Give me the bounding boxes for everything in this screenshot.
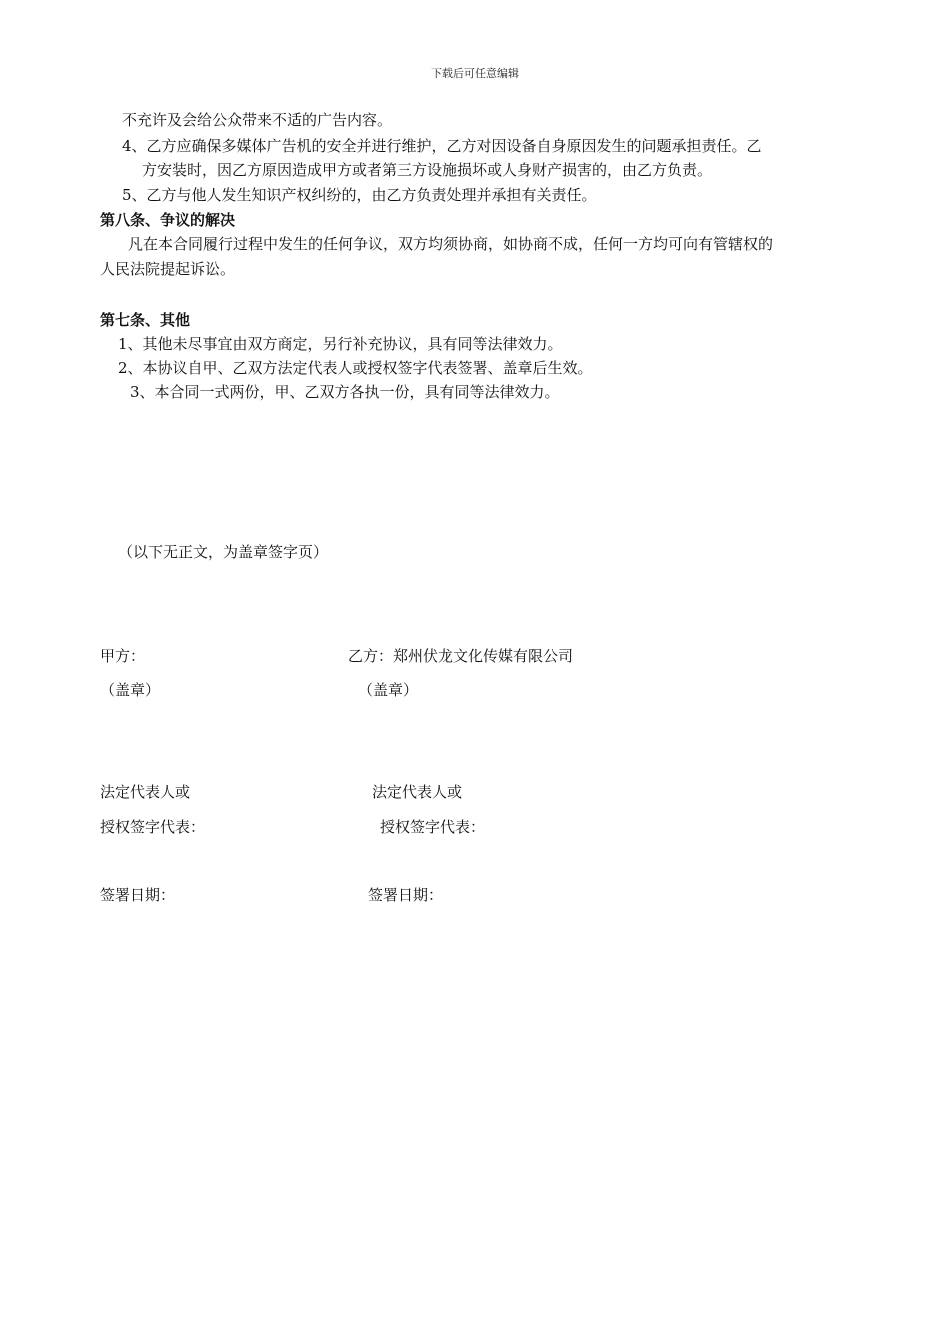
party-a-label: 甲方：	[100, 647, 146, 665]
authorized-signatory-b: 授权签字代表：	[380, 818, 486, 836]
page-header: 下载后可任意编辑	[431, 67, 519, 80]
section-7-item-1: 1、其他未尽事宜由双方商定，另行补充协议，具有同等法律效力。	[118, 335, 563, 353]
section-8-title: 第八条、争议的解决	[100, 211, 236, 229]
clause-4-line-2: 方安装时，因乙方原因造成甲方或者第三方设施损坏或人身财产损害的，由乙方负责。	[142, 161, 713, 179]
legal-rep-b: 法定代表人或	[372, 783, 463, 801]
seal-a: （盖章）	[100, 681, 161, 699]
section-7-title: 第七条、其他	[100, 311, 191, 329]
section-8-line-1: 凡在本合同履行过程中发生的任何争议，双方均须协商，如协商不成，任何一方均可向有管辖权的	[128, 235, 774, 253]
sign-date-b: 签署日期：	[368, 886, 444, 904]
section-7-item-2: 2、本协议自甲、乙双方法定代表人或授权签字代表签署、盖章后生效。	[118, 359, 593, 377]
party-b-label: 乙方：郑州伏龙文化传媒有限公司	[348, 647, 574, 665]
authorized-signatory-a: 授权签字代表：	[100, 818, 206, 836]
no-text-note: （以下无正文，为盖章签字页）	[118, 543, 329, 561]
section-7-item-3: 3、本合同一式两份，甲、乙双方各执一份，具有同等法律效力。	[130, 383, 560, 401]
clause-4-line-1: 4、乙方应确保多媒体广告机的安全并进行维护，乙方对因设备自身原因发生的问题承担责任。乙	[122, 137, 762, 155]
paragraph-line: 不充许及会给公众带来不适的广告内容。	[122, 111, 393, 129]
seal-b: （盖章）	[358, 681, 419, 699]
sign-date-a: 签署日期：	[100, 886, 176, 904]
section-8-line-2: 人民法院提起诉讼。	[100, 260, 236, 278]
legal-rep-a: 法定代表人或	[100, 783, 191, 801]
clause-5: 5、乙方与他人发生知识产权纠纷的，由乙方负责处理并承担有关责任。	[122, 186, 597, 204]
